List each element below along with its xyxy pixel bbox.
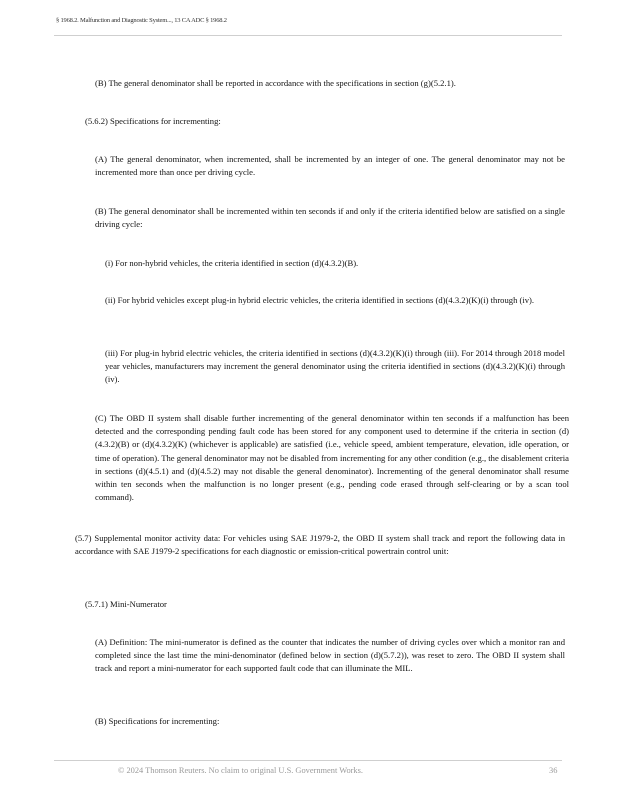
- running-header: § 1968.2. Malfunction and Diagnostic System..., 13 CA ADC § 1968.2: [56, 17, 227, 24]
- paragraph-non-hybrid-criteria: (i) For non-hybrid vehicles, the criteria identified in section (d)(4.3.2)(B).: [105, 258, 359, 268]
- paragraph-hybrid-criteria: (ii) For hybrid vehicles except plug-in hybrid electric vehicles, the criteria identified in sections (d)(4.3.2)(K)(i) through (iv).: [105, 295, 535, 305]
- paragraph-increment-criteria: (B) The general denominator shall be incremented within ten seconds if and only if the criteria identified below are satisfied on a single driving cycle:: [95, 206, 565, 230]
- paragraph-disable-incrementing: (C) The OBD II system shall disable further incrementing of the general denominator within ten seconds if a malfunction has been detected and the corresponding pending fault code has been stored for any component used to determine if the criteria in section (d)(4.3.2)(B) or (d)(4.3.2)(K) (whichever is applicable) are satisfied (i.e., vehicle speed, ambient temperature, elevation, idle operation, or time of operation). The general denominator may not be disabled from incrementing for any other condition (e.g., the disablement criteria in sections (d)(4.5.1) and (d)(4.5.2) may not disable the general denominator). Incrementing of the general denominator shall resume within ten seconds when the malfunction is no longer present (e.g., pending code erased through self-clearing or by a scan tool command).: [95, 413, 569, 503]
- paragraph-mini-numerator-definition: (A) Definition: The mini-numerator is defined as the counter that indicates the number of driving cycles over which a monitor ran and completed since the last time the mini-denominator (defined below in section (d)(5.7.2)), was reset to zero. The OBD II system shall track and report a mini-numerator for each supported fault code that can illuminate the MIL.: [95, 637, 565, 674]
- paragraph-5-6-2-heading: (5.6.2) Specifications for incrementing:: [85, 116, 221, 126]
- page-number: 36: [549, 766, 558, 775]
- paragraph-general-denominator-reporting: (B) The general denominator shall be reported in accordance with the specifications in section (g)(5.2.1).: [95, 78, 456, 88]
- paragraph-plug-in-hybrid-criteria: (iii) For plug-in hybrid electric vehicles, the criteria identified in sections (d)(4.3.2)(K)(i) through (iii). For 2014 through 2018 model year vehicles, manufacturers may increment the general denominator using the criteria identified in sections (d)(4.3.2)(K)(i) through (iv).: [105, 348, 565, 385]
- header-divider: [54, 35, 562, 36]
- footer-divider: [54, 760, 562, 761]
- paragraph-5-7-supplemental-data: (5.7) Supplemental monitor activity data: For vehicles using SAE J1979-2, the OBD II system shall track and report the following data in accordance with SAE J1979-2 specifications for each diagnostic or emission-critical powertrain control unit:: [75, 533, 565, 557]
- paragraph-5-7-1-heading: (5.7.1) Mini-Numerator: [85, 599, 167, 609]
- footer-copyright: © 2024 Thomson Reuters. No claim to original U.S. Government Works.: [118, 766, 363, 775]
- paragraph-increment-integer: (A) The general denominator, when incremented, shall be incremented by an integer of one. The general denominator may not be incremented more than once per driving cycle.: [95, 154, 565, 178]
- paragraph-specifications-incrementing: (B) Specifications for incrementing:: [95, 716, 220, 726]
